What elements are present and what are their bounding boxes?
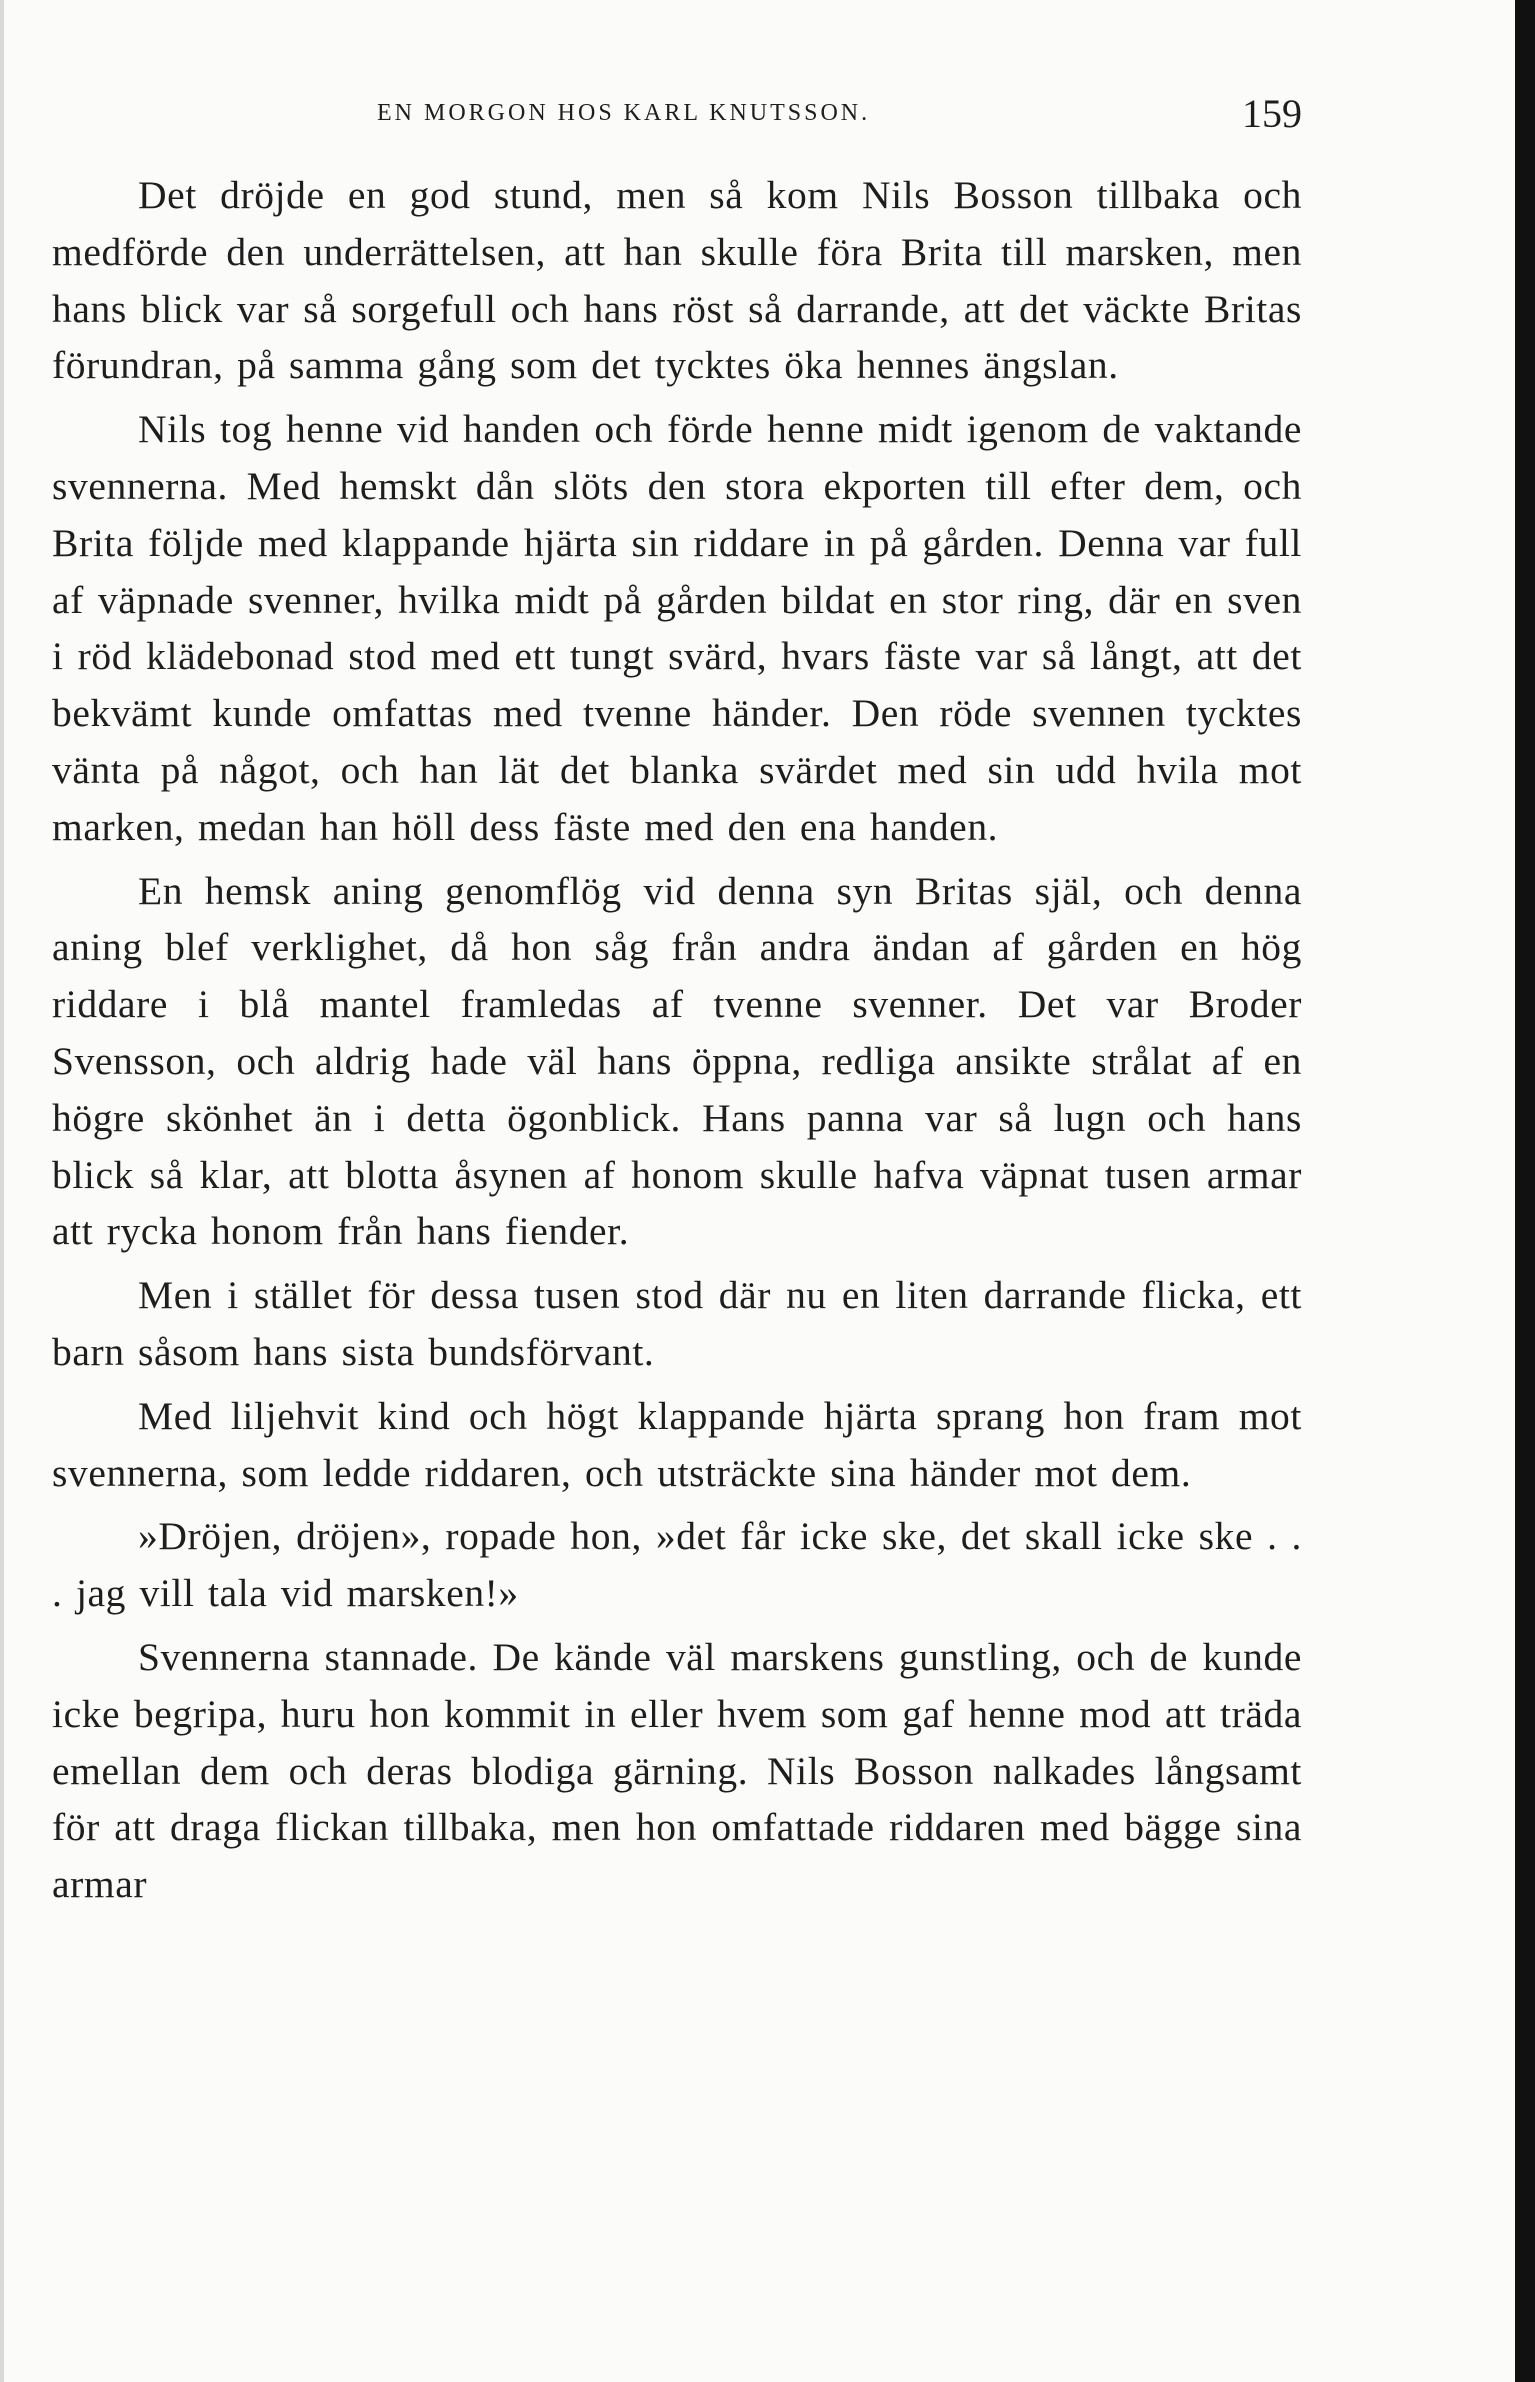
paragraph: Men i stället för dessa tusen stod där nu en liten darrande flicka, ett barn såsom hans sista bundsförvant.	[52, 1273, 1302, 1374]
paragraph: En hemsk aning genomflög vid denna syn Britas själ, och denna aning blef verklighet, då hon såg från andra ändan af gården en hög riddare i blå mantel framledas af tvenne svenner. Det var Broder Svensson, och aldrig hade väl hans öppna, redliga ansikte strålat af en högre skönhet än i detta ögonblick. Hans panna var så lugn och hans blick så klar, att blotta åsynen af honom skulle hafva väpnat tusen armar att rycka honom från hans fiender.	[52, 868, 1302, 1254]
paragraph: Det dröjde en god stund, men så kom Nils Bosson tillbaka och medförde den underrättelsen, att han skulle föra Brita till marsken, men hans blick var så sorgefull och hans röst så darrande, att det väckte Britas förundran, på samma gång som det tycktes öka hennes ängslan.	[52, 173, 1302, 388]
scan-left-edge	[0, 0, 4, 2382]
paragraph: Med liljehvit kind och högt klappande hjärta sprang hon fram mot svennerna, som ledde riddaren, och utsträckte sina händer mot dem.	[52, 1393, 1302, 1495]
paragraph: Nils tog henne vid handen och förde henne midt igenom de vaktande svennerna. Med hemskt dån slöts den stora ekporten till efter dem, och Brita följde med klappande hjärta sin riddare in på gården. Denna var full af väpnade svenner, hvilka midt på gården bildat en stor ring, där en sven i röd klädebonad stod med ett tungt svärd, hvars fäste var så långt, att det bekvämt kunde omfattas med tvenne händer. Den röde svennen tycktes vänta på något, och han lät det blanka svärdet med sin udd hvila mot marken, medan han höll dess fäste med den ena handen.	[52, 407, 1302, 849]
page-number: 159	[1242, 91, 1302, 136]
body-text	[52, 167, 1302, 1920]
page-header	[52, 90, 1302, 140]
paragraph: »Dröjen, dröjen», ropade hon, »det får icke ske, det skall icke ske . . . jag vill tala vid marsken!»	[52, 1514, 1302, 1616]
scan-right-edge	[1515, 0, 1535, 2382]
paragraph: Svennerna stannade. De kände väl marskens gunstling, och de kunde icke begripa, huru hon kommit in eller hvem som gaf henne mod att träda emellan dem och deras blodiga gärning. Nils Bosson nalkades långsamt för att draga flickan tillbaka, men hon omfattade riddaren med bägge sina armar	[52, 1634, 1302, 1907]
running-title: EN MORGON HOS KARL KNUTSSON.	[377, 100, 871, 126]
